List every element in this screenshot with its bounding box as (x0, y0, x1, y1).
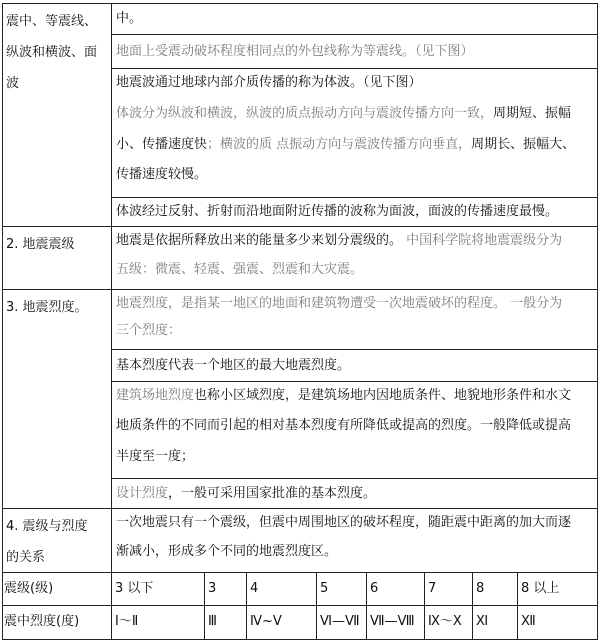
magnitude-cell: 7 (428, 581, 437, 596)
magnitude-cell: 3 (208, 581, 217, 596)
section-divider (2, 289, 598, 290)
text-segment: 半度至一度； (116, 448, 195, 464)
table-right-border (597, 3, 598, 640)
text-segment: 一次地震只有一个震级，但震中周围地区的破坏程度，随距震中距离的加大而逐 (116, 515, 572, 530)
text-segment: 中。 (116, 11, 143, 26)
content-line (116, 199, 558, 224)
text-segment: 中国科学院将地震震级分为 (402, 233, 563, 248)
text-segment: 设计烈度 (116, 486, 169, 501)
intensity-header: 震中烈度(度) (4, 614, 80, 629)
content-line (116, 257, 363, 282)
scale-column-line (246, 572, 247, 640)
section-label: 波 (6, 76, 20, 91)
table-bottom-border (2, 639, 598, 640)
content-line (116, 383, 571, 408)
content-line (116, 510, 571, 535)
content-line (116, 101, 571, 126)
content-line (116, 291, 562, 316)
table-top-border (2, 3, 598, 4)
text-segment: 建筑场地烈度 (116, 388, 195, 403)
section-label: 的关系 (6, 550, 46, 565)
section-divider (2, 508, 598, 509)
content-line (116, 481, 376, 506)
text-segment: 地震波通过地球内部介质传播的称为体波。（见下图） (116, 75, 422, 90)
intensity-cell: Ⅰ～Ⅱ (115, 614, 139, 629)
text-segment: 地震烈度，是指某一地区的地面和建筑物遭受一次地震破坏的程度。 一般分为 (116, 296, 563, 311)
content-line (116, 318, 181, 343)
scale-column-line (366, 572, 367, 640)
intensity-cell: Ⅵ—Ⅶ (320, 614, 360, 629)
intensity-cell: Ⅺ (476, 614, 489, 629)
section-divider (2, 572, 598, 573)
text-segment: 地质条件的不同而引起的相对基本烈度有所降低或提高的烈度。一般降低或提高 (116, 418, 572, 434)
text-segment: 地震是依据所释放出来的能量多少来划分震级的。 (116, 233, 403, 248)
magnitude-cell: 6 (370, 581, 379, 596)
magnitude-cell: 8 以上 (521, 581, 560, 596)
section-label: 4. 震级与烈度 (6, 519, 88, 534)
content-line (116, 353, 350, 378)
magnitude-cell: 8 (476, 581, 485, 596)
intensity-cell: Ⅲ (208, 614, 217, 629)
text-segment: ；横波的质 点振动方向与震波传播方向垂直， (207, 136, 472, 152)
scale-column-line (111, 605, 112, 640)
text-segment: 周期长、振幅大、 (471, 136, 576, 152)
row-divider (111, 34, 598, 35)
content-line (116, 132, 575, 157)
content-line (116, 228, 562, 253)
content-line (116, 39, 474, 64)
scale-column-line (472, 572, 473, 640)
intensity-cell: Ⅸ～Ⅹ (428, 614, 462, 629)
text-segment: 渐减小，形成多个不同的地震烈度区。 (116, 544, 338, 559)
section-label: 2. 地震震级 (6, 237, 75, 252)
row-divider (111, 349, 598, 350)
section-label: 纵波和横波、面 (6, 45, 98, 60)
row-divider (111, 197, 598, 198)
intensity-cell: Ⅻ (521, 614, 536, 629)
content-line (116, 70, 422, 95)
text-segment: 周期短、振幅 (493, 105, 572, 121)
text-segment: 地面上受震动破坏程度相同点的外包线称为等震线。（见下图） (116, 44, 474, 59)
magnitude-header: 震级(级) (4, 581, 54, 596)
label-column-divider (111, 3, 112, 606)
section-divider (2, 226, 598, 227)
text-segment: ，一般可采用国家批准的基本烈度。 (168, 486, 377, 501)
text-segment: 体波经过反射、折射而沿地面附近传播的波称为面波，面波的传播速度最慢。 (116, 204, 559, 219)
text-segment: 也称小区域烈度，是建筑场地内因地质条件、地貌地形条件和水文 (194, 388, 572, 403)
text-segment: 传播速度较慢。 (116, 167, 208, 183)
text-segment: 三个烈度： (116, 323, 182, 338)
scale-row-divider (2, 605, 598, 606)
text-segment: 五级：微震、轻震、强震、烈震和大灾震。 (116, 261, 364, 277)
text-segment: 基本烈度代表一个地区的最大地震烈度。 (116, 358, 351, 373)
scale-column-line (204, 572, 205, 640)
row-divider (111, 381, 598, 382)
content-line (116, 539, 337, 564)
section-label: 3. 地震烈度。 (6, 300, 88, 315)
scale-column-line (517, 572, 518, 640)
table-left-border (2, 3, 3, 640)
text-segment: 体波分为纵波和横波，纵波的质点振动方向与震波传播方向一致， (116, 105, 494, 121)
content-line (116, 6, 142, 31)
content-line (116, 162, 207, 187)
row-divider (111, 478, 598, 479)
content-line (116, 444, 194, 469)
row-divider (111, 68, 598, 69)
content-line (116, 413, 571, 438)
scale-column-line (316, 572, 317, 640)
text-segment: 小、传播速度快 (116, 136, 208, 152)
intensity-cell: Ⅶ—Ⅷ (370, 614, 415, 629)
magnitude-cell: 4 (250, 581, 259, 596)
intensity-cell: Ⅳ~Ⅴ (250, 614, 282, 629)
magnitude-cell: 5 (320, 581, 329, 596)
section-label: 震中、等震线、 (6, 14, 98, 29)
magnitude-cell: 3 以下 (115, 581, 154, 596)
scale-column-line (424, 572, 425, 640)
